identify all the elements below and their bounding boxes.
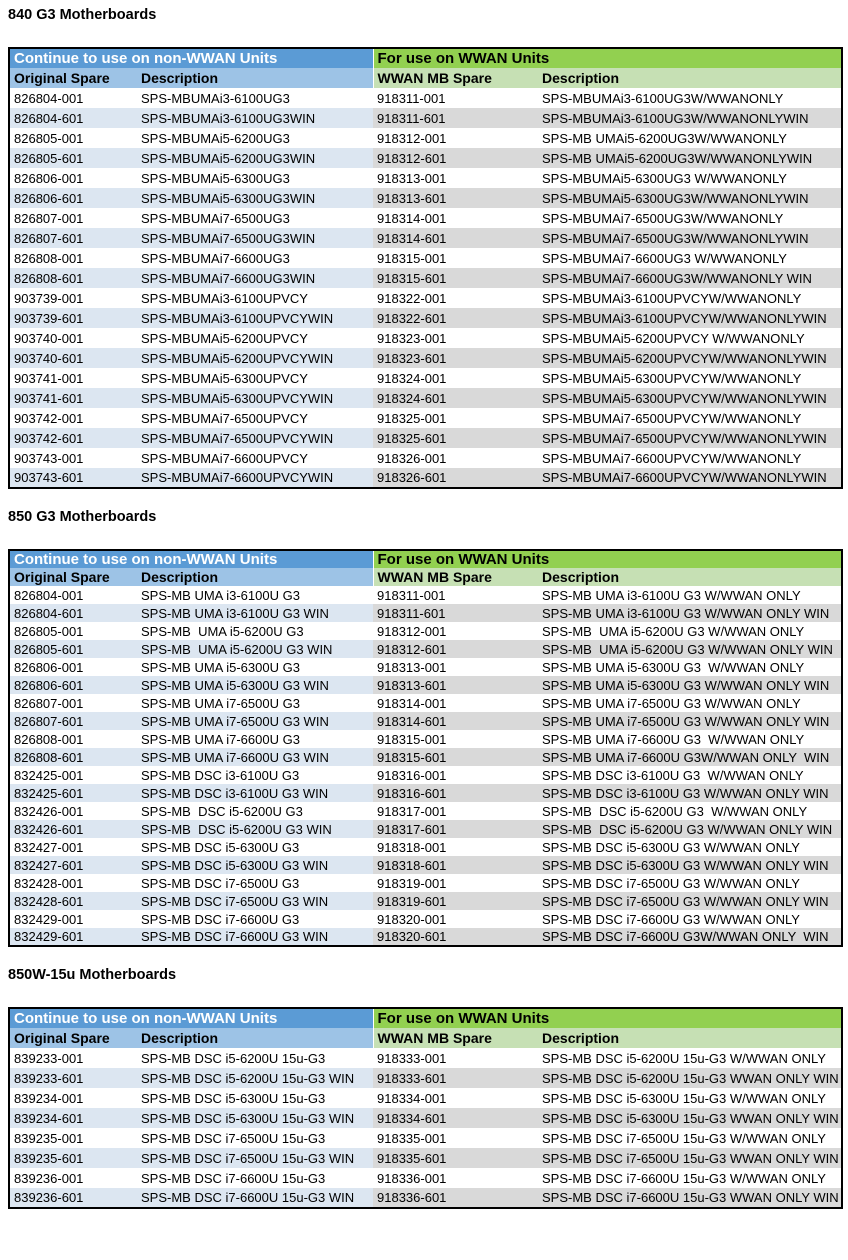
original-spare-cell: 903740-001 (14, 330, 84, 346)
non-wwan-description-cell: SPS-MB DSC i7-6600U 15u-G3 (141, 1170, 326, 1186)
wwan-description-cell: SPS-MBUMAi7-6500UG3W/WWANONLY (542, 210, 784, 226)
original-spare-cell: 832426-001 (14, 803, 84, 819)
wwan-description-cell: SPS-MBUMAi5-6300UPVCYW/WWANONLYWIN (538, 388, 842, 408)
wwan-group-header: For use on WWAN Units (373, 550, 842, 568)
original-spare-cell: 826805-601 (9, 148, 137, 168)
wwan-mb-spare-cell: 918318-001 (377, 839, 447, 855)
table-row (9, 1048, 842, 1068)
non-wwan-description-cell: SPS-MB DSC i7-6600U G3 (141, 911, 300, 927)
wwan-mb-spare-cell: 918326-601 (373, 468, 538, 488)
wwan-mb-spare-cell: 918333-601 (373, 1068, 538, 1088)
table-row (9, 188, 842, 208)
original-spare-cell: 826806-001 (14, 170, 84, 186)
wwan-mb-spare-cell: 918315-601 (373, 748, 538, 766)
wwan-description-cell: SPS-MB DSC i5-6300U G3 W/WWAN ONLY WIN (538, 856, 842, 874)
wwan-mb-spare-cell: 918336-601 (373, 1188, 538, 1208)
non-wwan-description-cell: SPS-MBUMAi3-6100UPVCY (141, 290, 308, 306)
non-wwan-group-header: Continue to use on non-WWAN Units (9, 1008, 373, 1028)
non-wwan-description-cell: SPS-MB DSC i7-6500U G3 WIN (137, 892, 373, 910)
column-header-row (9, 1028, 842, 1048)
table-row (9, 856, 842, 874)
wwan-mb-spare-cell: 918336-001 (377, 1170, 447, 1186)
original-spare-cell: 832425-601 (9, 784, 137, 802)
non-wwan-description-cell: SPS-MB UMA i5-6200U G3 WIN (137, 640, 373, 658)
table-row (9, 208, 842, 228)
original-spare-column-header: Original Spare (9, 568, 137, 586)
original-spare-cell: 903739-601 (9, 308, 137, 328)
non-wwan-description-cell: SPS-MB UMA i7-6600U G3 WIN (137, 748, 373, 766)
original-spare-cell: 903740-601 (9, 348, 137, 368)
group-header-row (9, 550, 842, 568)
original-spare-cell: 826804-601 (9, 604, 137, 622)
original-spare-cell: 826804-001 (14, 587, 84, 603)
wwan-mb-spare-cell: 918313-001 (377, 659, 447, 675)
original-spare-cell: 826805-601 (9, 640, 137, 658)
original-spare-cell: 832428-601 (9, 892, 137, 910)
original-spare-cell: 839233-001 (14, 1050, 84, 1066)
table-row (9, 168, 842, 188)
wwan-mb-spare-cell: 918311-601 (373, 108, 538, 128)
wwan-mb-spare-cell: 918315-001 (377, 731, 447, 747)
non-wwan-description-cell: SPS-MBUMAi7-6500UPVCYWIN (137, 428, 373, 448)
non-wwan-description-cell: SPS-MB DSC i5-6200U 15u-G3 WIN (137, 1068, 373, 1088)
non-wwan-description-cell: SPS-MBUMAi3-6100UPVCYWIN (137, 308, 373, 328)
wwan-description-cell: SPS-MBUMAi5-6200UPVCY W/WWANONLY (542, 330, 805, 346)
table-row (9, 288, 842, 308)
original-spare-cell: 826807-601 (9, 228, 137, 248)
table-row (9, 586, 842, 604)
wwan-mb-spare-cell: 918317-001 (377, 803, 447, 819)
non-wwan-description-cell: SPS-MB DSC i5-6200U G3 WIN (137, 820, 373, 838)
original-spare-cell: 826808-601 (9, 748, 137, 766)
wwan-mb-spare-cell: 918313-601 (373, 676, 538, 694)
wwan-description-cell: SPS-MB DSC i7-6600U 15u-G3 W/WWAN ONLY (542, 1170, 826, 1186)
table-row (9, 1128, 842, 1148)
wwan-description-cell: SPS-MBUMAi7-6600UG3 W/WWANONLY (542, 250, 787, 266)
non-wwan-description-cell: SPS-MBUMAi7-6600UPVCY (141, 450, 308, 466)
table-row (9, 712, 842, 730)
original-spare-cell: 826805-001 (14, 623, 84, 639)
wwan-description-cell: SPS-MBUMAi3-6100UG3W/WWANONLY (542, 90, 784, 106)
non-wwan-description-cell: SPS-MB UMA i7-6500U G3 WIN (137, 712, 373, 730)
non-wwan-description-cell: SPS-MBUMAi7-6500UPVCY (141, 410, 308, 426)
original-spare-cell: 826807-001 (14, 210, 84, 226)
non-wwan-description-cell: SPS-MBUMAi5-6200UG3WIN (137, 148, 373, 168)
wwan-mb-spare-cell: 918312-601 (373, 640, 538, 658)
original-spare-cell: 839236-001 (14, 1170, 84, 1186)
wwan-mb-spare-cell: 918311-601 (373, 604, 538, 622)
wwan-mb-spare-cell: 918333-001 (377, 1050, 447, 1066)
wwan-group-header: For use on WWAN Units (373, 1008, 842, 1028)
table-row (9, 228, 842, 248)
original-spare-cell: 826804-001 (14, 90, 84, 106)
wwan-description-cell: SPS-MB UMA i3-6100U G3 W/WWAN ONLY WIN (538, 604, 842, 622)
non-wwan-description-cell: SPS-MB DSC i3-6100U G3 WIN (137, 784, 373, 802)
wwan-description-cell: SPS-MB UMA i7-6500U G3 W/WWAN ONLY WIN (538, 712, 842, 730)
table-row (9, 658, 842, 676)
non-wwan-description-cell: SPS-MBUMAi5-6300UPVCYWIN (137, 388, 373, 408)
table-row (9, 928, 842, 946)
table-row (9, 468, 842, 488)
wwan-description-cell: SPS-MB UMA i5-6200U G3 W/WWAN ONLY (542, 623, 805, 639)
wwan-mb-spare-cell: 918320-001 (377, 911, 447, 927)
column-header-row (9, 568, 842, 586)
wwan-description-cell: SPS-MBUMAi5-6300UG3 W/WWANONLY (542, 170, 787, 186)
non-wwan-description-cell: SPS-MBUMAi5-6300UG3 (141, 170, 290, 186)
original-spare-cell: 903743-601 (9, 468, 137, 488)
non-wwan-description-cell: SPS-MB UMA i7-6500U G3 (141, 695, 300, 711)
wwan-description-cell: SPS-MB DSC i5-6200U G3 W/WWAN ONLY (542, 803, 808, 819)
wwan-description-cell: SPS-MBUMAi3-6100UPVCYW/WWANONLY (542, 290, 802, 306)
table-row (9, 730, 842, 748)
non-wwan-description-cell: SPS-MB UMA i3-6100U G3 (141, 587, 300, 603)
wwan-mb-spare-column-header: WWAN MB Spare (373, 568, 538, 586)
wwan-description-cell: SPS-MB UMA i7-6500U G3 W/WWAN ONLY (542, 695, 801, 711)
non-wwan-description-cell: SPS-MBUMAi7-6600UG3 (141, 250, 290, 266)
wwan-mb-spare-cell: 918319-601 (373, 892, 538, 910)
wwan-description-cell: SPS-MB DSC i7-6600U G3 W/WWAN ONLY (542, 911, 800, 927)
section-title: 840 G3 Motherboards (8, 7, 157, 23)
wwan-mb-spare-cell: 918312-001 (377, 623, 447, 639)
wwan-description-cell: SPS-MB DSC i5-6300U 15u-G3 WWAN ONLY WIN (538, 1108, 842, 1128)
non-wwan-description-cell: SPS-MBUMAi7-6600UG3WIN (137, 268, 373, 288)
original-spare-cell: 826808-001 (14, 250, 84, 266)
original-spare-cell: 832425-001 (14, 767, 84, 783)
non-wwan-description-cell: SPS-MBUMAi7-6600UPVCYWIN (137, 468, 373, 488)
non-wwan-description-column-header: Description (137, 568, 373, 586)
table-row (9, 640, 842, 658)
non-wwan-description-cell: SPS-MBUMAi5-6200UG3 (141, 130, 290, 146)
original-spare-cell: 832427-601 (9, 856, 137, 874)
wwan-description-cell: SPS-MBUMAi5-6300UG3W/WWANONLYWIN (538, 188, 842, 208)
table-row (9, 802, 842, 820)
wwan-description-cell: SPS-MBUMAi3-6100UG3W/WWANONLYWIN (538, 108, 842, 128)
wwan-description-cell: SPS-MB DSC i5-6300U 15u-G3 W/WWAN ONLY (542, 1090, 826, 1106)
wwan-description-cell: SPS-MBUMAi7-6500UPVCYW/WWANONLYWIN (538, 428, 842, 448)
original-spare-cell: 826806-601 (9, 676, 137, 694)
original-spare-cell: 839235-601 (9, 1148, 137, 1168)
wwan-mb-spare-cell: 918316-001 (377, 767, 447, 783)
wwan-description-cell: SPS-MB DSC i5-6300U G3 W/WWAN ONLY (542, 839, 800, 855)
original-spare-cell: 903742-001 (14, 410, 84, 426)
wwan-mb-spare-cell: 918316-601 (373, 784, 538, 802)
table-row (9, 1108, 842, 1128)
original-spare-cell: 832427-001 (14, 839, 84, 855)
non-wwan-description-cell: SPS-MB UMA i7-6600U G3 (141, 731, 300, 747)
wwan-mb-spare-cell: 918317-601 (373, 820, 538, 838)
wwan-mb-spare-cell: 918322-601 (373, 308, 538, 328)
wwan-description-cell: SPS-MB DSC i5-6200U G3 W/WWAN ONLY WIN (538, 820, 842, 838)
parts-table-body (9, 586, 842, 946)
wwan-description-cell: SPS-MB DSC i7-6500U 15u-G3 W/WWAN ONLY (542, 1130, 826, 1146)
wwan-description-cell: SPS-MB UMA i7-6600U G3W/WWAN ONLY WIN (538, 748, 842, 766)
table-row (9, 784, 842, 802)
table-row (9, 1088, 842, 1108)
wwan-description-cell: SPS-MBUMAi5-6200UPVCYW/WWANONLYWIN (538, 348, 842, 368)
non-wwan-description-cell: SPS-MB DSC i3-6100U G3 (141, 767, 300, 783)
wwan-mb-spare-cell: 918312-001 (377, 130, 447, 146)
parts-table (8, 47, 843, 489)
table-row (9, 268, 842, 288)
non-wwan-group-header: Continue to use on non-WWAN Units (9, 550, 373, 568)
non-wwan-description-cell: SPS-MBUMAi5-6200UPVCYWIN (137, 348, 373, 368)
wwan-description-cell: SPS-MBUMAi5-6300UPVCYW/WWANONLY (542, 370, 802, 386)
wwan-mb-spare-cell: 918313-601 (373, 188, 538, 208)
non-wwan-description-cell: SPS-MB DSC i5-6200U 15u-G3 (141, 1050, 326, 1066)
original-spare-cell: 839234-601 (9, 1108, 137, 1128)
non-wwan-description-cell: SPS-MB DSC i5-6300U G3 WIN (137, 856, 373, 874)
wwan-mb-spare-cell: 918315-001 (377, 250, 447, 266)
wwan-description-cell: SPS-MB DSC i7-6600U G3W/WWAN ONLY WIN (538, 928, 842, 946)
original-spare-cell: 839235-001 (14, 1130, 84, 1146)
wwan-mb-spare-cell: 918311-001 (377, 587, 446, 603)
motherboard-section (8, 509, 848, 947)
non-wwan-description-cell: SPS-MB DSC i5-6300U 15u-G3 (141, 1090, 326, 1106)
non-wwan-description-column-header: Description (137, 1028, 373, 1048)
original-spare-cell: 903741-001 (14, 370, 84, 386)
motherboard-section (8, 7, 848, 489)
non-wwan-description-cell: SPS-MBUMAi3-6100UG3WIN (137, 108, 373, 128)
wwan-description-cell: SPS-MB DSC i7-6500U G3 W/WWAN ONLY (542, 875, 800, 891)
table-row (9, 428, 842, 448)
original-spare-cell: 903742-601 (9, 428, 137, 448)
original-spare-cell: 903739-001 (14, 290, 84, 306)
non-wwan-description-cell: SPS-MBUMAi3-6100UG3 (141, 90, 290, 106)
original-spare-cell: 832429-601 (9, 928, 137, 946)
non-wwan-description-cell: SPS-MBUMAi5-6200UPVCY (141, 330, 308, 346)
original-spare-cell: 839233-601 (9, 1068, 137, 1088)
table-row (9, 128, 842, 148)
original-spare-cell: 826806-601 (9, 188, 137, 208)
non-wwan-description-cell: SPS-MB DSC i7-6600U 15u-G3 WIN (137, 1188, 373, 1208)
wwan-mb-spare-cell: 918324-601 (373, 388, 538, 408)
wwan-description-cell: SPS-MB UMA i7-6600U G3 W/WWAN ONLY (542, 731, 805, 747)
motherboard-section (8, 967, 848, 1209)
group-header-row (9, 48, 842, 68)
original-spare-cell: 903741-601 (9, 388, 137, 408)
non-wwan-description-cell: SPS-MB UMA i5-6200U G3 (141, 623, 304, 639)
wwan-mb-spare-column-header: WWAN MB Spare (373, 1028, 538, 1048)
group-header-row (9, 1008, 842, 1028)
non-wwan-description-cell: SPS-MBUMAi5-6300UPVCY (141, 370, 308, 386)
non-wwan-description-cell: SPS-MB DSC i7-6600U G3 WIN (137, 928, 373, 946)
wwan-mb-spare-cell: 918324-001 (377, 370, 447, 386)
table-row (9, 892, 842, 910)
original-spare-cell: 826808-601 (9, 268, 137, 288)
table-row (9, 368, 842, 388)
wwan-mb-spare-cell: 918326-001 (377, 450, 447, 466)
non-wwan-description-cell: SPS-MB DSC i7-6500U G3 (141, 875, 300, 891)
table-row (9, 1168, 842, 1188)
original-spare-cell: 903743-001 (14, 450, 84, 466)
parts-table (8, 549, 843, 947)
non-wwan-description-cell: SPS-MB UMA i5-6300U G3 (141, 659, 300, 675)
table-row (9, 622, 842, 640)
wwan-mb-spare-cell: 918314-001 (377, 695, 447, 711)
wwan-description-cell: SPS-MB DSC i7-6600U 15u-G3 WWAN ONLY WIN (538, 1188, 842, 1208)
original-spare-cell: 826804-601 (9, 108, 137, 128)
original-spare-column-header: Original Spare (9, 1028, 137, 1048)
wwan-description-cell: SPS-MB DSC i3-6100U G3 W/WWAN ONLY (542, 767, 804, 783)
table-row (9, 88, 842, 108)
wwan-mb-spare-cell: 918335-001 (377, 1130, 447, 1146)
wwan-mb-spare-cell: 918325-001 (377, 410, 447, 426)
table-row (9, 348, 842, 368)
table-row (9, 838, 842, 856)
non-wwan-description-cell: SPS-MBUMAi7-6500UG3 (141, 210, 290, 226)
parts-table-body (9, 1048, 842, 1208)
original-spare-cell: 832426-601 (9, 820, 137, 838)
wwan-description-cell: SPS-MB UMAi5-6200UG3W/WWANONLY (542, 130, 787, 146)
original-spare-cell: 839236-601 (9, 1188, 137, 1208)
original-spare-cell: 826807-001 (14, 695, 84, 711)
wwan-description-cell: SPS-MB UMA i5-6300U G3 W/WWAN ONLY WIN (538, 676, 842, 694)
table-row (9, 1188, 842, 1208)
wwan-group-header: For use on WWAN Units (373, 48, 842, 68)
wwan-mb-spare-column-header: WWAN MB Spare (373, 68, 538, 88)
non-wwan-description-cell: SPS-MB DSC i7-6500U 15u-G3 WIN (137, 1148, 373, 1168)
table-row (9, 910, 842, 928)
table-row (9, 694, 842, 712)
wwan-description-cell: SPS-MBUMAi7-6600UPVCYW/WWANONLYWIN (538, 468, 842, 488)
table-row (9, 604, 842, 622)
wwan-description-cell: SPS-MBUMAi7-6500UG3W/WWANONLYWIN (538, 228, 842, 248)
section-title: 850 G3 Motherboards (8, 509, 157, 525)
table-row (9, 328, 842, 348)
table-row (9, 1148, 842, 1168)
table-row (9, 1068, 842, 1088)
non-wwan-description-cell: SPS-MB DSC i5-6200U G3 (141, 803, 303, 819)
table-row (9, 108, 842, 128)
wwan-description-cell: SPS-MBUMAi7-6500UPVCYW/WWANONLY (542, 410, 802, 426)
wwan-description-column-header: Description (538, 1028, 842, 1048)
original-spare-cell: 826805-001 (14, 130, 84, 146)
wwan-description-cell: SPS-MBUMAi7-6600UPVCYW/WWANONLY (542, 450, 802, 466)
non-wwan-description-cell: SPS-MB DSC i7-6500U 15u-G3 (141, 1130, 326, 1146)
wwan-description-column-header: Description (538, 568, 842, 586)
wwan-mb-spare-cell: 918325-601 (373, 428, 538, 448)
wwan-mb-spare-cell: 918323-001 (377, 330, 447, 346)
wwan-description-column-header: Description (538, 68, 842, 88)
wwan-description-cell: SPS-MB UMA i5-6200U G3 W/WWAN ONLY WIN (538, 640, 842, 658)
original-spare-cell: 832428-001 (14, 875, 84, 891)
sections-container (8, 7, 848, 1209)
wwan-mb-spare-cell: 918335-601 (373, 1148, 538, 1168)
non-wwan-description-column-header: Description (137, 68, 373, 88)
wwan-mb-spare-cell: 918320-601 (373, 928, 538, 946)
non-wwan-description-cell: SPS-MB UMA i3-6100U G3 WIN (137, 604, 373, 622)
wwan-description-cell: SPS-MB DSC i5-6200U 15u-G3 WWAN ONLY WIN (538, 1068, 842, 1088)
wwan-mb-spare-cell: 918314-001 (377, 210, 447, 226)
wwan-mb-spare-cell: 918314-601 (373, 228, 538, 248)
wwan-mb-spare-cell: 918313-001 (377, 170, 447, 186)
parts-table (8, 1007, 843, 1209)
wwan-description-cell: SPS-MB UMA i5-6300U G3 W/WWAN ONLY (542, 659, 805, 675)
original-spare-cell: 839234-001 (14, 1090, 84, 1106)
wwan-mb-spare-cell: 918323-601 (373, 348, 538, 368)
wwan-description-cell: SPS-MBUMAi3-6100UPVCYW/WWANONLYWIN (538, 308, 842, 328)
wwan-mb-spare-cell: 918315-601 (373, 268, 538, 288)
column-header-row (9, 68, 842, 88)
non-wwan-description-cell: SPS-MBUMAi5-6300UG3WIN (137, 188, 373, 208)
table-row (9, 148, 842, 168)
table-row (9, 408, 842, 428)
non-wwan-description-cell: SPS-MB UMA i5-6300U G3 WIN (137, 676, 373, 694)
wwan-description-cell: SPS-MB DSC i3-6100U G3 W/WWAN ONLY WIN (538, 784, 842, 802)
table-row (9, 248, 842, 268)
wwan-description-cell: SPS-MB UMA i3-6100U G3 W/WWAN ONLY (542, 587, 801, 603)
section-title: 850W-15u Motherboards (8, 967, 177, 983)
wwan-mb-spare-cell: 918334-001 (377, 1090, 447, 1106)
original-spare-cell: 832429-001 (14, 911, 84, 927)
wwan-mb-spare-cell: 918319-001 (377, 875, 447, 891)
table-row (9, 874, 842, 892)
table-row (9, 388, 842, 408)
table-row (9, 448, 842, 468)
table-row (9, 676, 842, 694)
table-row (9, 766, 842, 784)
wwan-mb-spare-cell: 918322-001 (377, 290, 447, 306)
wwan-mb-spare-cell: 918312-601 (373, 148, 538, 168)
original-spare-cell: 826806-001 (14, 659, 84, 675)
parts-table-body (9, 88, 842, 488)
non-wwan-description-cell: SPS-MBUMAi7-6500UG3WIN (137, 228, 373, 248)
table-row (9, 748, 842, 766)
wwan-description-cell: SPS-MBUMAi7-6600UG3W/WWANONLY WIN (538, 268, 842, 288)
non-wwan-description-cell: SPS-MB DSC i5-6300U 15u-G3 WIN (137, 1108, 373, 1128)
wwan-description-cell: SPS-MB DSC i7-6500U 15u-G3 WWAN ONLY WIN (538, 1148, 842, 1168)
table-row (9, 820, 842, 838)
wwan-mb-spare-cell: 918318-601 (373, 856, 538, 874)
original-spare-cell: 826807-601 (9, 712, 137, 730)
table-row (9, 308, 842, 328)
non-wwan-group-header: Continue to use on non-WWAN Units (9, 48, 373, 68)
wwan-mb-spare-cell: 918334-601 (373, 1108, 538, 1128)
wwan-mb-spare-cell: 918314-601 (373, 712, 538, 730)
original-spare-cell: 826808-001 (14, 731, 84, 747)
original-spare-column-header: Original Spare (9, 68, 137, 88)
wwan-description-cell: SPS-MB DSC i5-6200U 15u-G3 W/WWAN ONLY (542, 1050, 826, 1066)
wwan-description-cell: SPS-MB UMAi5-6200UG3W/WWANONLYWIN (538, 148, 842, 168)
non-wwan-description-cell: SPS-MB DSC i5-6300U G3 (141, 839, 300, 855)
wwan-description-cell: SPS-MB DSC i7-6500U G3 W/WWAN ONLY WIN (538, 892, 842, 910)
wwan-mb-spare-cell: 918311-001 (377, 90, 446, 106)
